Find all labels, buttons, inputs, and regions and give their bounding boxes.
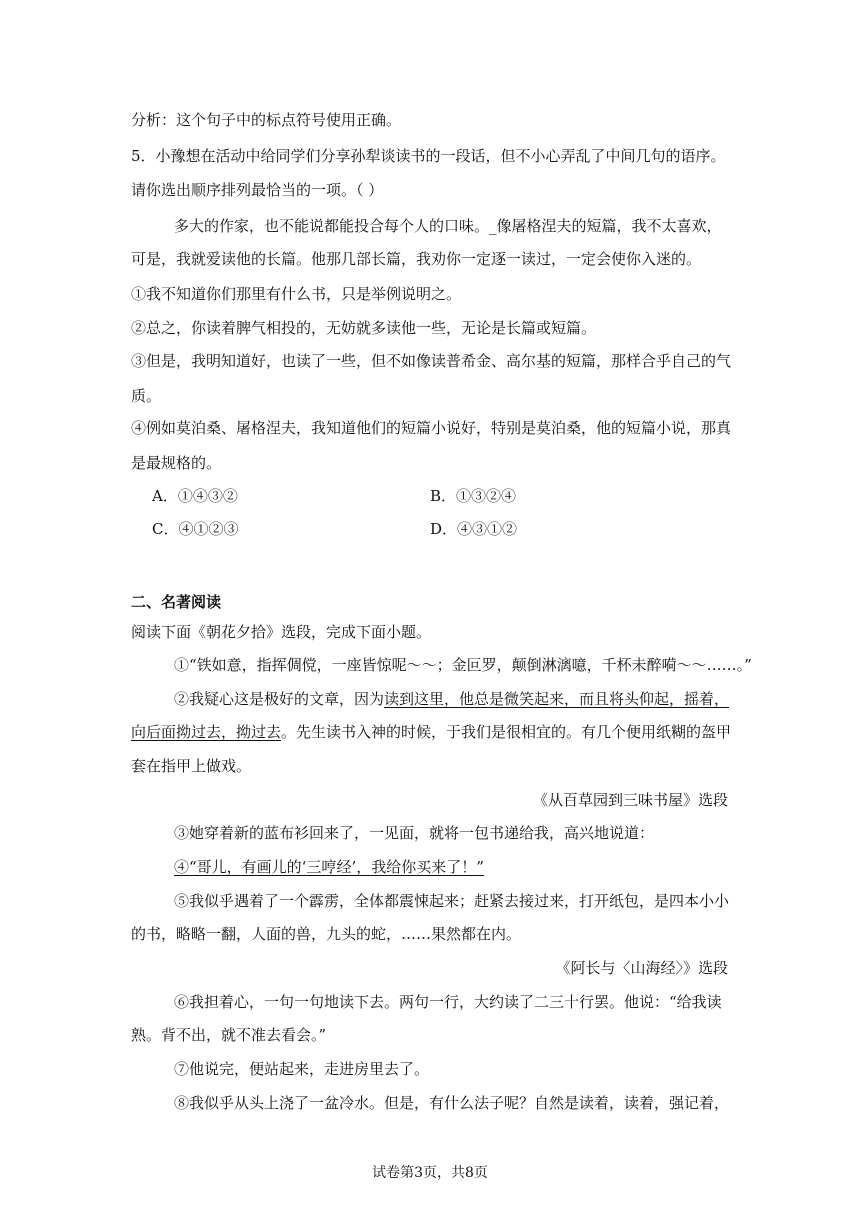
- q4-analysis: 分析：这个句子中的标点符号使用正确。: [131, 111, 402, 129]
- source-label-2: 《阿长与〈山海经〉》选段: [555, 959, 728, 977]
- q5-sentence-2: ②总之，你读着脾气相投的，无妨就多读他一些，无论是长篇或短篇。: [131, 319, 597, 337]
- q5-stem-line1: 5．小豫想在活动中给同学们分享孙犁谈读书的一段话，但不小心弄乱了中间几句的语序。: [131, 147, 726, 165]
- passage-p2-text-b: 。先生读书入神的时候，于我们是很相宜的。有几个便用纸糊的盔甲: [281, 723, 732, 741]
- q5-stem-line2: 请你选出顺序排列最恰当的一项。（ ）: [131, 181, 384, 199]
- page-footer: 试卷第3页，共8页: [372, 1165, 488, 1181]
- passage-p8: ⑧我似乎从头上浇了一盆冷水。但是，有什么法子呢？自然是读着，读着，强记着，: [174, 1094, 730, 1112]
- passage-p2-line3: 套在指甲上做戏。: [131, 757, 252, 775]
- passage-p3: ③她穿着新的蓝布衫回来了，一见面，就将一包书递给我，高兴地说道：: [174, 824, 655, 842]
- passage-p2-underline-2: 向后面拗过去，拗过去: [131, 723, 282, 741]
- q5-sentence-4-line1: ④例如莫泊桑、屠格涅夫，我知道他们的短篇小说好，特别是莫泊桑，他的短篇小说，那真: [131, 419, 732, 437]
- option-d: D．④③①②: [430, 520, 518, 538]
- passage-p2-underline-1: 读到这里，他总是微笑起来，而且将头仰起，摇着，: [384, 690, 730, 708]
- passage-p6-line1: ⑥我担着心，一句一句地读下去。两句一行，大约读了二三十行罢。他说：“给我读: [174, 993, 722, 1011]
- passage-p7: ⑦他说完，便站起来，走进房里去了。: [174, 1060, 430, 1078]
- section2-intro: 阅读下面《朝花夕拾》选段，完成下面小题。: [131, 623, 432, 641]
- q5-sentence-1: ①我不知道你们那里有什么书，只是举例说明之。: [131, 285, 462, 303]
- source-label-1: 《从百草园到三味书屋》选段: [532, 791, 728, 809]
- q5-passage-line2: 可是，我就爱读他的长篇。他那几部长篇，我劝你一定逐一读过，一定会使你入迷的。: [131, 250, 702, 268]
- passage-p2-line1: [174, 689, 729, 709]
- option-a: A．①④③②: [152, 487, 238, 505]
- passage-p5-line1: ⑤我似乎遇着了一个霹雳，全体都震悚起来；赶紧去接过来，打开纸包，是四本小小: [174, 892, 730, 910]
- q5-sentence-4-line2: 是最规格的。: [131, 454, 222, 472]
- section2-heading: 二、名著阅读: [131, 593, 222, 611]
- q5-passage-line1: 多大的作家，也不能说都能投合每个人的口味。_像屠格涅夫的短篇，我不太喜欢，: [174, 217, 722, 235]
- passage-p2-line2: [131, 722, 731, 742]
- passage-p6-line2: 熟。背不出，就不准去看会。”: [131, 1026, 327, 1044]
- passage-p1: ①“铁如意，指挥倜傥，一座皆惊呢～～；金叵罗，颠倒淋漓噫，千杯未醉嗬～～……。”: [174, 656, 752, 674]
- passage-p4: [174, 857, 484, 877]
- option-c: C．④①②③: [152, 520, 239, 538]
- q5-sentence-3-line2: 质。: [131, 387, 162, 405]
- option-b: B．①③②④: [430, 487, 517, 505]
- q5-sentence-3-line1: ③但是，我明知道好，也读了一些，但不如像读普希金、高尔基的短篇，那样合乎自己的气: [131, 352, 732, 370]
- passage-p2-text: ②我疑心这是极好的文章，因为: [174, 690, 385, 708]
- passage-p4-underline: ④“哥儿，有画儿的‘三哼经’，我给你买来了！”: [174, 858, 484, 876]
- passage-p5-line2: 的书，略略一翻，人面的兽，九头的蛇，……果然都在内。: [131, 925, 522, 943]
